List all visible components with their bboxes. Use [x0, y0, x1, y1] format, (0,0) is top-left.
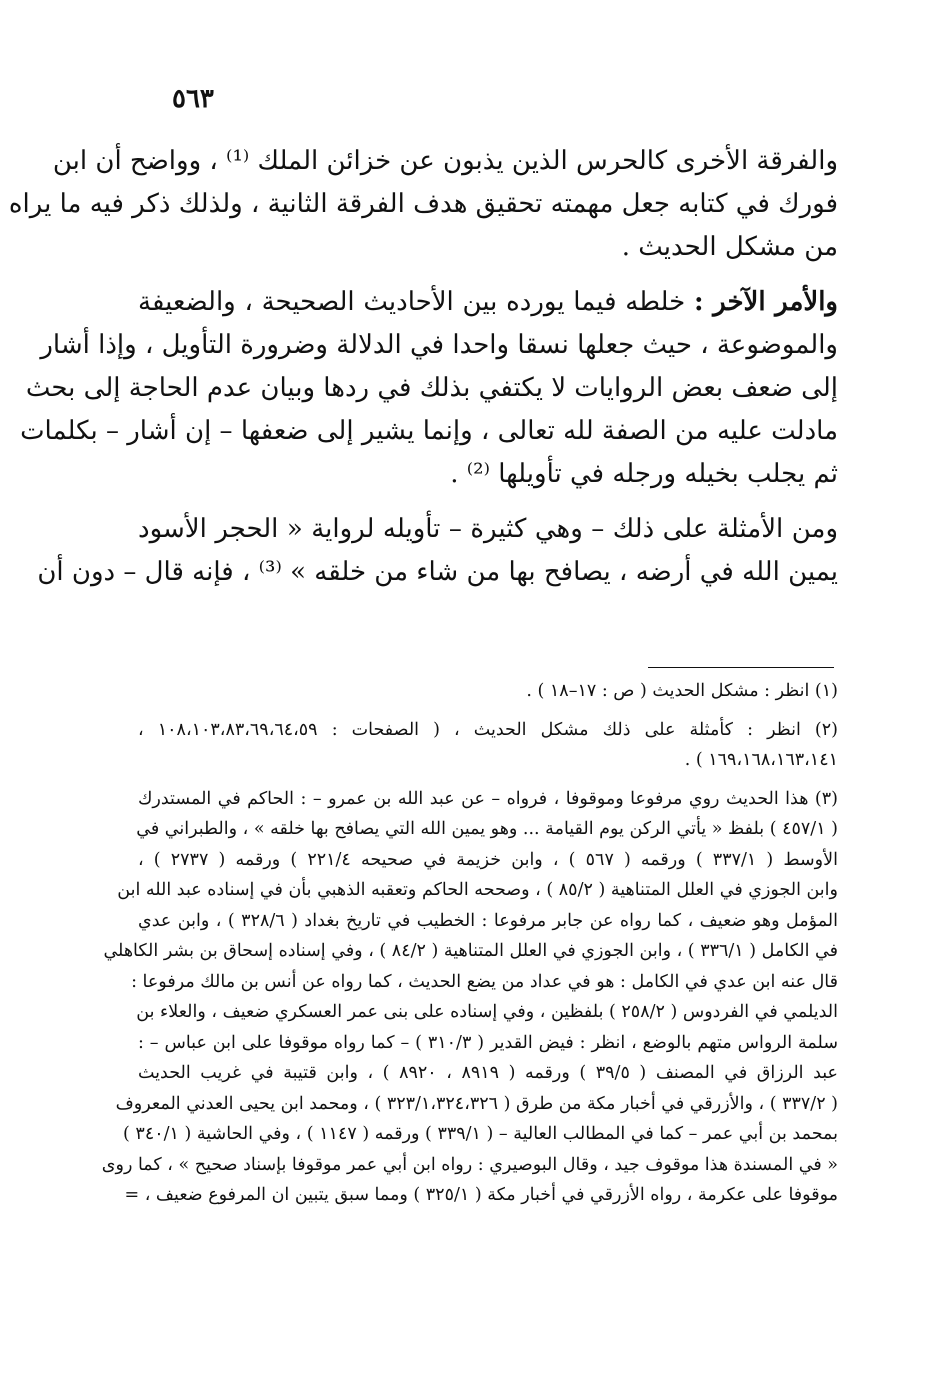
text-line: ومن الأمثلة على ذلك – وهي كثيرة – تأويله لرواية « الحجر الأسود: [138, 514, 838, 544]
footnote-line: الديلمي في الفردوس ( ٢٥٨/٢ ) بلفظين ، وفي إسناده على بنى عمر العسكري ضعيف ، والعلاء بن: [136, 1002, 838, 1022]
text-line: يمين الله في أرضه ، يصافح بها من شاء من خلقه » ⁽³⁾ ، فإنه قال – دون أن: [37, 557, 838, 587]
footnote-line: ( ٤٥٧/١ ) بلفظ « يأتي الركن يوم القيامة ... وهو يمين الله التي يصافح بها خلقه » ، والطبراني في: [136, 819, 838, 839]
main-text: [8, 140, 838, 594]
text-line: والفرقة الأخرى كالحرس الذين يذبون عن خزائن الملك ⁽¹⁾ ، وواضح أن ابن: [52, 146, 838, 176]
paragraph-1: [8, 140, 838, 269]
paragraph-lead: والأمر الآخر :: [693, 287, 838, 317]
paragraph-3: [37, 508, 838, 594]
text-line: فورك في كتابه جعل مهمته تحقيق هدف الفرقة الثانية ، ولذلك ذكر فيه ما يراه: [8, 189, 838, 219]
footnote-line: « في المسندة هذا موقوف جيد ، وقال البوصيري : رواه ابن أبي عمر موقوفا بإسناد صحيح » ، كما روى: [101, 1154, 838, 1175]
footnote-line: (٣) هذا الحديث روي مرفوعا وموقوفا ، فرواه – عن عبد الله بن عمرو – : الحاكم في المستدرك: [138, 788, 838, 809]
footnote-2: [138, 715, 838, 776]
footnote-line: قال عنه ابن عدي في الكامل : هو في عداد من يضع الحديث ، كما رواه عن أنس بن مالك مرفوعا :: [131, 971, 838, 992]
text-fragment: خلطه فيما يورده بين الأحاديث الصحيحة ، والضعيفة: [138, 287, 694, 317]
paragraph-2: [20, 281, 838, 496]
footnote-line: المؤمل وهو ضعيف ، كما رواه عن جابر مرفوعا : الخطيب في تاريخ بغداد ( ٣٢٨/٦ ) ، وابن عدي: [138, 910, 838, 931]
footnote-line: موقوفا على عكرمة ، رواه الأزرقي في أخبار مكة ( ٣٢٥/١ ) ومما سبق يتبين ان المرفوع ضعيف ، =: [124, 1185, 838, 1205]
text-line: إلى ضعف بعض الروايات لا يكتفي بذلك في ردها وبيان عدم الحاجة إلى بحث: [25, 373, 838, 403]
text-line: مادلت عليه من الصفة لله تعالى ، وإنما يشير إلى ضعفها – إن أشار – بكلمات: [20, 416, 838, 446]
text-line: ثم يجلب بخيله ورجله في تأويلها ⁽²⁾ .: [450, 459, 838, 489]
footnote-line: ( ٣٣٧/٢ ) ، والأزرقي في أخبار مكة من طرق ( ٣٢٣/١،٣٢٤،٣٢٦ ) ، ومحمد ابن يحيى العدني المعروف: [115, 1093, 838, 1114]
footnote-1: [138, 676, 838, 707]
footnote-line: ١٦٩،١٦٨،١٦٣،١٤١ ) .: [684, 750, 838, 770]
footnote-3: [101, 784, 838, 1211]
footnote-line: الأوسط ( ٣٣٧/١ ) ورقمه ( ٥٦٧ ) ، وابن خزيمة في صحيحه ٢٢١/٤ ) ورقمه ( ٢٧٣٧ ) ،: [138, 849, 838, 870]
text-line: من مشكل الحديث .: [621, 232, 838, 262]
text-line-with-lead: [138, 281, 838, 324]
footnote-line: (٢) انظر : كأمثلة على ذلك مشكل الحديث ، ( الصفحات : ١٠٨،١٠٣،٨٣،٦٩،٦٤،٥٩ ،: [138, 719, 838, 740]
footnote-line: في الكامل ( ٣٣٦/١ ) ، وابن الجوزي في العلل المتناهية ( ٨٤/٢ ) ، وفي إسناده إسحاق بن بشر الكاهلي: [103, 941, 838, 961]
footnote-separator: [648, 667, 834, 668]
page-number: ٥٦٣: [172, 84, 214, 114]
footnote-line: وابن الجوزي في العلل المتناهية ( ٨٥/٢ ) ، وصححه الحاكم وتعقبه الذهبي بأن في إسناده عبد الله ابن: [117, 880, 838, 900]
footnote-line: بمحمد بن أبي عمر – كما في المطالب العالية – ( ٣٣٩/١ ) ورقمه ( ١١٤٧ ) ، وفي الحاشية ( ٣٤٠/١ ): [123, 1124, 838, 1144]
footnote-line: عبد الرزاق في المصنف ( ٣٩/٥ ) ورقمه ( ٨٩١٩ ، ٨٩٢٠ ) ، وابن قتيبة في غريب الحديث: [138, 1063, 838, 1083]
footnote-line: سلمة الرواس متهم بالوضع ، انظر : فيض القدير ( ٣١٠/٣ ) – كما رواه موقوفا على ابن عباس – :: [138, 1032, 838, 1053]
footnote-line: (١) انظر : مشكل الحديث ( ص : ١٧–١٨ ) .: [526, 681, 838, 701]
text-line: والموضوعة ، حيث جعلها نسقا واحدا في الدلالة وضرورة التأويل ، وإذا أشار: [40, 330, 838, 360]
footnotes: [101, 676, 838, 1211]
